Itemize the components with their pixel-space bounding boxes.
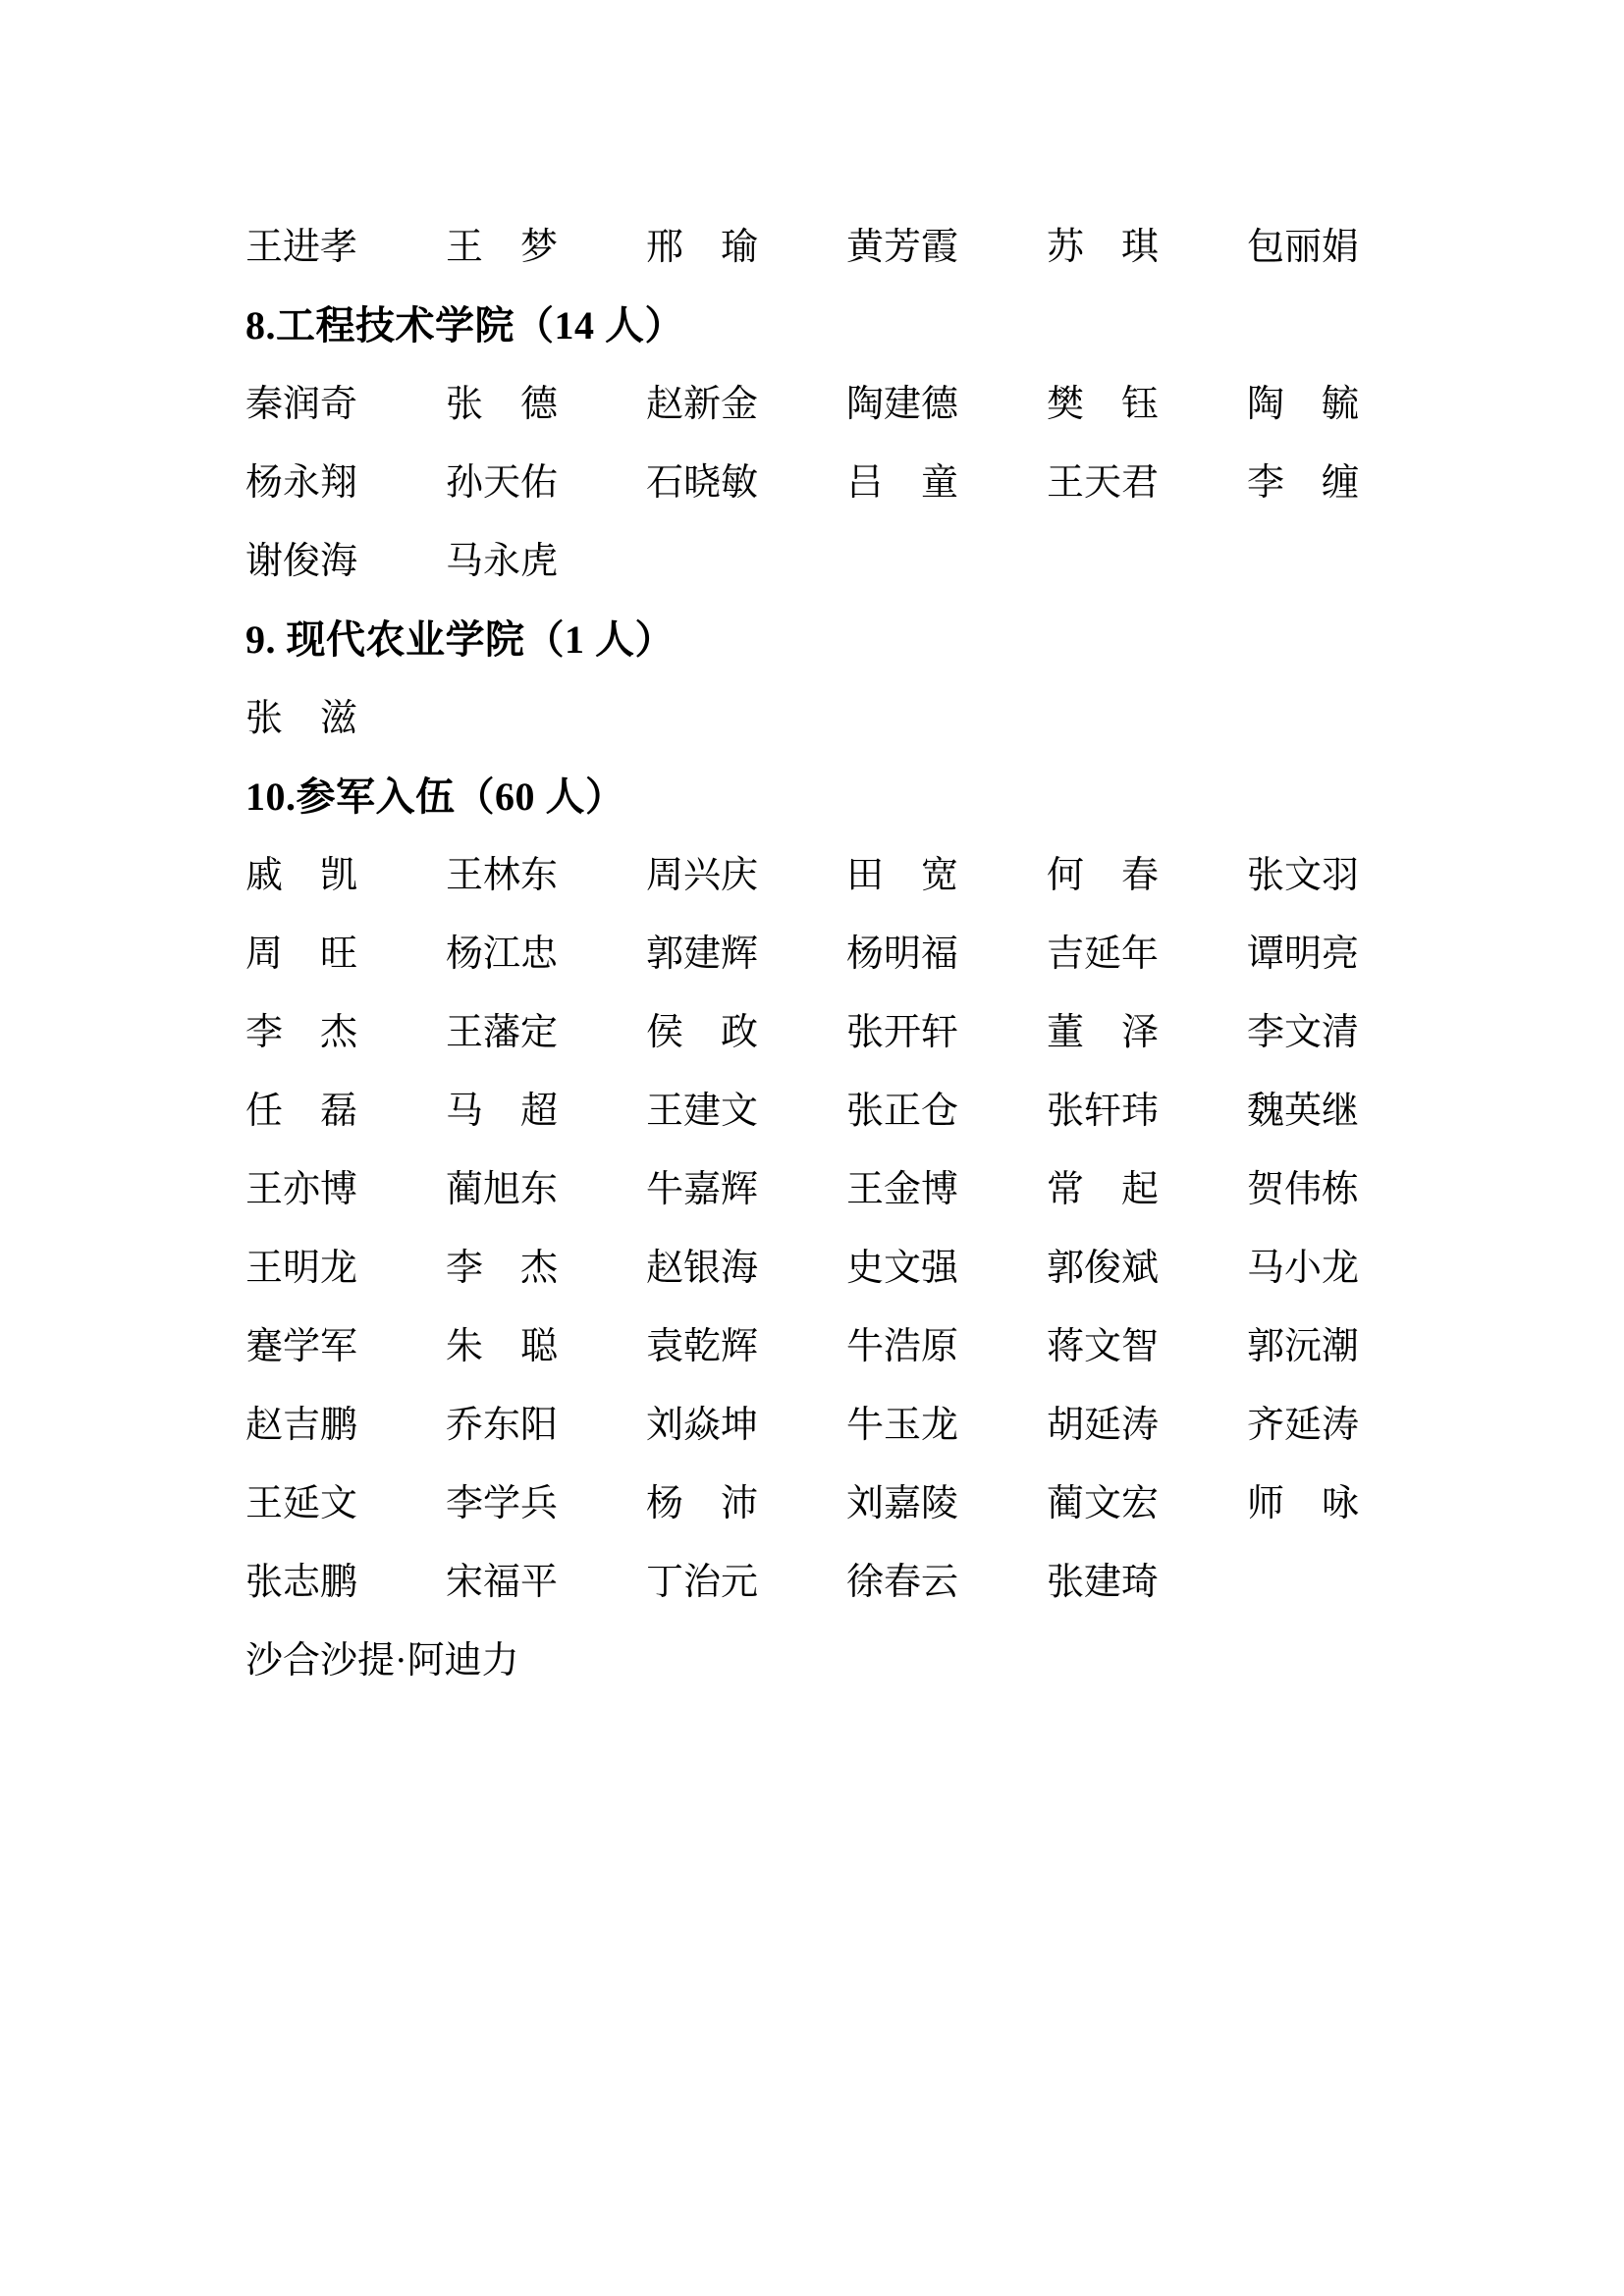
person-name: 张开轩 xyxy=(846,1012,959,1053)
person-name: 郭沅潮 xyxy=(1247,1326,1360,1367)
person-name: 张文羽 xyxy=(1247,855,1360,896)
person-name: 王金博 xyxy=(846,1169,959,1210)
name-row xyxy=(245,1622,1463,1700)
person-name: 马永虎 xyxy=(446,541,559,582)
person-name: 黄芳霞 xyxy=(846,227,959,268)
name-row xyxy=(245,915,1463,993)
person-name: 李学兵 xyxy=(446,1483,559,1524)
person-name: 齐延涛 xyxy=(1247,1405,1360,1446)
name-row xyxy=(245,1072,1463,1150)
person-name: 包丽娟 xyxy=(1247,227,1360,268)
person-name: 董 泽 xyxy=(1047,1012,1160,1053)
person-name: 王藩定 xyxy=(446,1012,559,1053)
person-name: 谭明亮 xyxy=(1247,934,1360,975)
person-name: 苏 琪 xyxy=(1047,227,1160,268)
person-name: 杨明福 xyxy=(846,934,959,975)
person-name: 王亦博 xyxy=(245,1169,358,1210)
person-name: 田 宽 xyxy=(846,855,959,896)
section-heading: 9. 现代农业学院（1 人） xyxy=(245,617,675,662)
person-name: 陶 毓 xyxy=(1247,384,1360,425)
person-name: 王林东 xyxy=(446,855,559,896)
person-name: 朱 聪 xyxy=(446,1326,559,1367)
person-name: 赵新金 xyxy=(646,384,759,425)
person-name: 周 旺 xyxy=(245,934,358,975)
person-name: 张 德 xyxy=(446,384,559,425)
person-name: 徐春云 xyxy=(846,1562,959,1603)
person-name: 邢 瑜 xyxy=(646,227,759,268)
person-name: 吉延年 xyxy=(1047,934,1160,975)
person-name: 王延文 xyxy=(245,1483,358,1524)
person-name: 沙合沙提·阿迪力 xyxy=(245,1640,519,1682)
person-name: 赵吉鹏 xyxy=(245,1405,358,1446)
name-row xyxy=(245,836,1463,915)
person-name: 宋福平 xyxy=(446,1562,559,1603)
person-name: 蔺旭东 xyxy=(446,1169,559,1210)
person-name: 马 超 xyxy=(446,1091,559,1132)
name-row xyxy=(245,1543,1463,1622)
person-name: 丁治元 xyxy=(646,1562,759,1603)
person-name: 胡延涛 xyxy=(1047,1405,1160,1446)
person-name: 谢俊海 xyxy=(245,541,358,582)
person-name: 王 梦 xyxy=(446,227,559,268)
name-row xyxy=(245,208,1463,287)
person-name: 贺伟栋 xyxy=(1247,1169,1360,1210)
name-row xyxy=(245,1229,1463,1308)
person-name: 孙天佑 xyxy=(446,462,559,504)
name-row xyxy=(245,1308,1463,1386)
person-name: 蒋文智 xyxy=(1047,1326,1160,1367)
person-name: 张正仓 xyxy=(846,1091,959,1132)
person-name: 蔺文宏 xyxy=(1047,1483,1160,1524)
section-heading: 8.工程技术学院（14 人） xyxy=(245,303,684,347)
person-name: 师 咏 xyxy=(1247,1483,1360,1524)
name-row xyxy=(245,993,1463,1072)
person-name: 蹇学军 xyxy=(245,1326,358,1367)
person-name: 陶建德 xyxy=(846,384,959,425)
person-name: 马小龙 xyxy=(1247,1248,1360,1289)
person-name: 樊 钰 xyxy=(1047,384,1160,425)
person-name: 赵银海 xyxy=(646,1248,759,1289)
person-name: 吕 童 xyxy=(846,462,959,504)
person-name: 李 缠 xyxy=(1247,462,1360,504)
person-name: 王天君 xyxy=(1047,462,1160,504)
person-name: 任 磊 xyxy=(245,1091,358,1132)
person-name: 郭俊斌 xyxy=(1047,1248,1160,1289)
document-content xyxy=(245,208,1463,1700)
person-name: 史文强 xyxy=(846,1248,959,1289)
person-name: 张 滋 xyxy=(245,698,358,739)
section-heading: 10.参军入伍（60 人） xyxy=(245,774,625,819)
name-row xyxy=(245,365,1463,444)
person-name: 石晓敏 xyxy=(646,462,759,504)
person-name: 牛浩原 xyxy=(846,1326,959,1367)
person-name: 牛嘉辉 xyxy=(646,1169,759,1210)
name-row xyxy=(245,522,1463,601)
person-name: 袁乾辉 xyxy=(646,1326,759,1367)
name-row xyxy=(245,1465,1463,1543)
person-name: 乔东阳 xyxy=(446,1405,559,1446)
person-name: 杨江忠 xyxy=(446,934,559,975)
person-name: 刘焱坤 xyxy=(646,1405,759,1446)
person-name: 王进孝 xyxy=(245,227,358,268)
person-name: 李文清 xyxy=(1247,1012,1360,1053)
name-row xyxy=(245,444,1463,522)
person-name: 王明龙 xyxy=(245,1248,358,1289)
person-name: 戚 凯 xyxy=(245,855,358,896)
person-name: 秦润奇 xyxy=(245,384,358,425)
person-name: 李 杰 xyxy=(446,1248,559,1289)
person-name: 何 春 xyxy=(1047,855,1160,896)
person-name: 杨永翔 xyxy=(245,462,358,504)
person-name: 郭建辉 xyxy=(646,934,759,975)
person-name: 魏英继 xyxy=(1247,1091,1360,1132)
person-name: 李 杰 xyxy=(245,1012,358,1053)
person-name: 周兴庆 xyxy=(646,855,759,896)
person-name: 杨 沛 xyxy=(646,1483,759,1524)
person-name: 张轩玮 xyxy=(1047,1091,1160,1132)
person-name: 常 起 xyxy=(1047,1169,1160,1210)
name-row xyxy=(245,1386,1463,1465)
person-name: 牛玉龙 xyxy=(846,1405,959,1446)
person-name: 张建琦 xyxy=(1047,1562,1160,1603)
person-name: 张志鹏 xyxy=(245,1562,358,1603)
name-row xyxy=(245,1150,1463,1229)
person-name: 王建文 xyxy=(646,1091,759,1132)
person-name: 刘嘉陵 xyxy=(846,1483,959,1524)
person-name: 侯 政 xyxy=(646,1012,759,1053)
name-row xyxy=(245,679,1463,758)
